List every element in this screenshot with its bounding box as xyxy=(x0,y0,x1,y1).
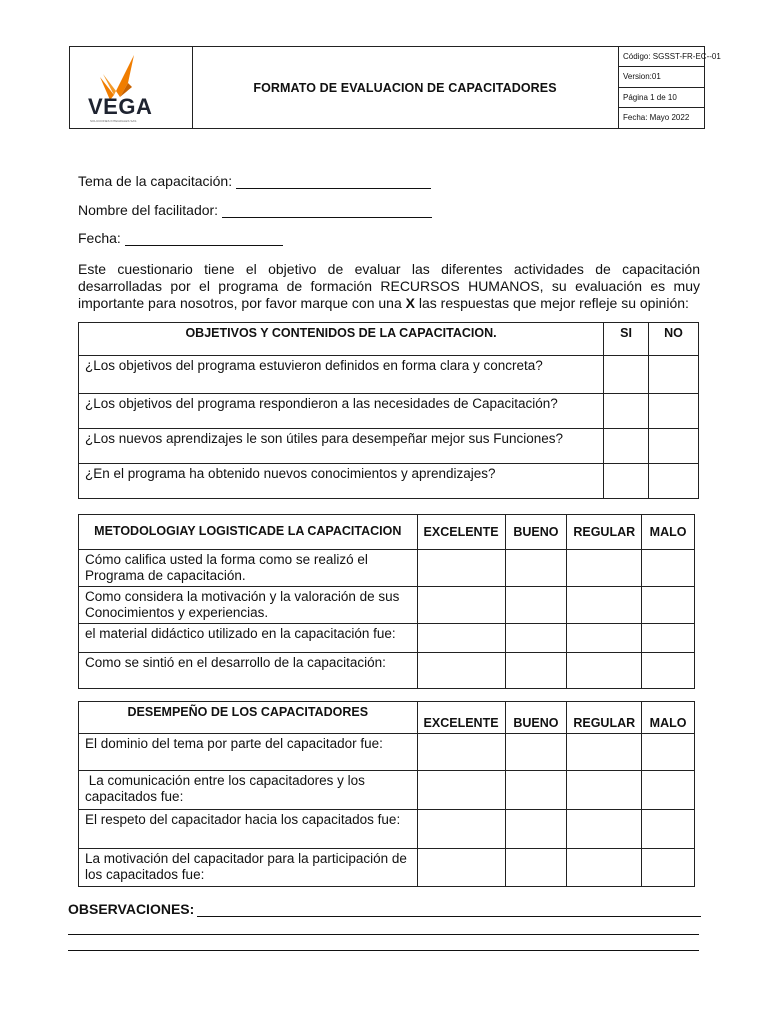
table-header: METODOLOGIAY LOGISTICADE LA CAPACITACION xyxy=(79,515,418,550)
answer-cell-regular[interactable] xyxy=(567,550,642,587)
intro-text: Este cuestionario tiene el objetivo de evaluar las diferentes actividades de capacitación desarrolladas por el programa de formación RECURSOS HUMANOS, su evaluación es muy importante para nosotros, por favor marque con una xyxy=(78,261,700,311)
col-bueno: BUENO xyxy=(505,702,567,734)
col-excelente: EXCELENTE xyxy=(417,515,505,550)
answer-cell-no[interactable] xyxy=(649,394,699,429)
field-fecha-label: Fecha: xyxy=(78,230,121,246)
table-header: OBJETIVOS Y CONTENIDOS DE LA CAPACITACION. xyxy=(79,323,604,356)
logo-tagline: SOLUCIONES INTEGRALES SAS xyxy=(90,119,137,123)
table-row xyxy=(79,849,695,887)
answer-cell-bueno[interactable] xyxy=(505,849,567,887)
answer-cell-excelente[interactable] xyxy=(417,734,505,771)
company-logo xyxy=(70,47,193,128)
col-malo: MALO xyxy=(642,515,695,550)
question-text: ¿Los nuevos aprendizajes le son útiles para desempeñar mejor sus Funciones? xyxy=(79,429,604,464)
question-text: El dominio del tema por parte del capacitador fue: xyxy=(79,734,418,771)
answer-cell-excelente[interactable] xyxy=(417,810,505,849)
col-no: NO xyxy=(649,323,699,356)
answer-cell-regular[interactable] xyxy=(567,810,642,849)
table-row xyxy=(79,550,695,587)
answer-cell-malo[interactable] xyxy=(642,624,695,653)
document-title: FORMATO DE EVALUACION DE CAPACITADORES xyxy=(192,47,619,128)
table-row xyxy=(79,394,699,429)
answer-cell-si[interactable] xyxy=(604,394,649,429)
observaciones-line[interactable] xyxy=(68,934,699,935)
question-text: El respeto del capacitador hacia los capacitados fue: xyxy=(79,810,418,849)
table-row xyxy=(79,810,695,849)
answer-cell-excelente[interactable] xyxy=(417,624,505,653)
table-desempeno xyxy=(78,701,695,887)
table-row xyxy=(79,624,695,653)
question-text: el material didáctico utilizado en la capacitación fue: xyxy=(79,624,418,653)
answer-cell-si[interactable] xyxy=(604,429,649,464)
table-row xyxy=(79,771,695,810)
table-metodologia xyxy=(78,514,695,689)
answer-cell-regular[interactable] xyxy=(567,734,642,771)
question-text: La motivación del capacitador para la participación de los capacitados fue: xyxy=(79,849,418,887)
question-text: ¿Los objetivos del programa respondieron a las necesidades de Capacitación? xyxy=(79,394,604,429)
question-text: ¿En el programa ha obtenido nuevos conocimientos y aprendizajes? xyxy=(79,464,604,499)
answer-cell-regular[interactable] xyxy=(567,849,642,887)
field-facilitador xyxy=(78,202,432,218)
observaciones-line[interactable] xyxy=(197,916,701,917)
meta-fecha: Fecha: Mayo 2022 xyxy=(623,113,690,123)
table-row xyxy=(79,356,699,394)
meta-version: Version:01 xyxy=(618,67,704,87)
document-header xyxy=(69,46,721,129)
answer-cell-malo[interactable] xyxy=(642,849,695,887)
answer-cell-regular[interactable] xyxy=(567,624,642,653)
intro-text-end: las respuestas que mejor refleje su opinión: xyxy=(414,295,689,311)
answer-cell-malo[interactable] xyxy=(642,653,695,689)
field-facilitador-label: Nombre del facilitador: xyxy=(78,202,219,218)
answer-cell-excelente[interactable] xyxy=(417,849,505,887)
answer-cell-no[interactable] xyxy=(649,429,699,464)
col-excelente: EXCELENTE xyxy=(417,702,505,734)
answer-cell-si[interactable] xyxy=(604,356,649,394)
table-header-row xyxy=(79,702,695,734)
answer-cell-bueno[interactable] xyxy=(505,771,567,810)
field-tema xyxy=(78,173,431,189)
field-tema-label: Tema de la capacitación: xyxy=(78,173,233,189)
field-facilitador-blank[interactable] xyxy=(222,203,432,218)
field-fecha-blank[interactable] xyxy=(125,231,283,246)
answer-cell-malo[interactable] xyxy=(642,734,695,771)
table-objetivos xyxy=(78,322,699,499)
table-row xyxy=(79,587,695,624)
answer-cell-excelente[interactable] xyxy=(417,771,505,810)
answer-cell-no[interactable] xyxy=(649,464,699,499)
answer-cell-bueno[interactable] xyxy=(505,734,567,771)
answer-cell-bueno[interactable] xyxy=(505,550,567,587)
answer-cell-bueno[interactable] xyxy=(505,653,567,689)
answer-cell-no[interactable] xyxy=(649,356,699,394)
meta-codigo: Código: SGSST-FR-EC--01 xyxy=(618,47,704,67)
answer-cell-excelente[interactable] xyxy=(417,653,505,689)
observaciones-line[interactable] xyxy=(68,950,699,951)
document-meta xyxy=(618,47,721,128)
table-row xyxy=(79,734,695,771)
meta-pagina: Página 1 de 10 xyxy=(618,88,704,108)
col-si: SI xyxy=(604,323,649,356)
intro-mark: X xyxy=(405,295,415,311)
table-row xyxy=(79,653,695,689)
question-text: ¿Los objetivos del programa estuvieron definidos en forma clara y concreta? xyxy=(79,356,604,394)
question-text: La comunicación entre los capacitadores y los capacitados fue: xyxy=(79,771,418,810)
field-fecha xyxy=(78,230,283,246)
table-header-row xyxy=(79,323,699,356)
answer-cell-malo[interactable] xyxy=(642,550,695,587)
col-malo: MALO xyxy=(642,702,695,734)
answer-cell-excelente[interactable] xyxy=(417,587,505,624)
col-regular: REGULAR xyxy=(567,702,642,734)
table-row xyxy=(79,464,699,499)
answer-cell-bueno[interactable] xyxy=(505,587,567,624)
answer-cell-regular[interactable] xyxy=(567,653,642,689)
answer-cell-excelente[interactable] xyxy=(417,550,505,587)
table-header-row xyxy=(79,515,695,550)
answer-cell-si[interactable] xyxy=(604,464,649,499)
answer-cell-bueno[interactable] xyxy=(505,810,567,849)
table-header: DESEMPEÑO DE LOS CAPACITADORES xyxy=(79,702,418,734)
table-row xyxy=(79,429,699,464)
answer-cell-malo[interactable] xyxy=(642,810,695,849)
answer-cell-malo[interactable] xyxy=(642,771,695,810)
question-text: Cómo califica usted la forma como se realizó el Programa de capacitación. xyxy=(79,550,418,587)
observaciones-label: OBSERVACIONES: xyxy=(68,901,195,917)
intro-paragraph xyxy=(78,261,700,312)
answer-cell-regular[interactable] xyxy=(567,771,642,810)
answer-cell-bueno[interactable] xyxy=(505,624,567,653)
col-bueno: BUENO xyxy=(505,515,567,550)
field-tema-blank[interactable] xyxy=(236,174,431,189)
logo-wordmark: VEGA xyxy=(88,94,153,119)
answer-cell-regular[interactable] xyxy=(567,587,642,624)
question-text: Como se sintió en el desarrollo de la capacitación: xyxy=(79,653,418,689)
col-regular: REGULAR xyxy=(567,515,642,550)
question-text: Como considera la motivación y la valoración de sus Conocimientos y experiencias. xyxy=(79,587,418,624)
answer-cell-malo[interactable] xyxy=(642,587,695,624)
